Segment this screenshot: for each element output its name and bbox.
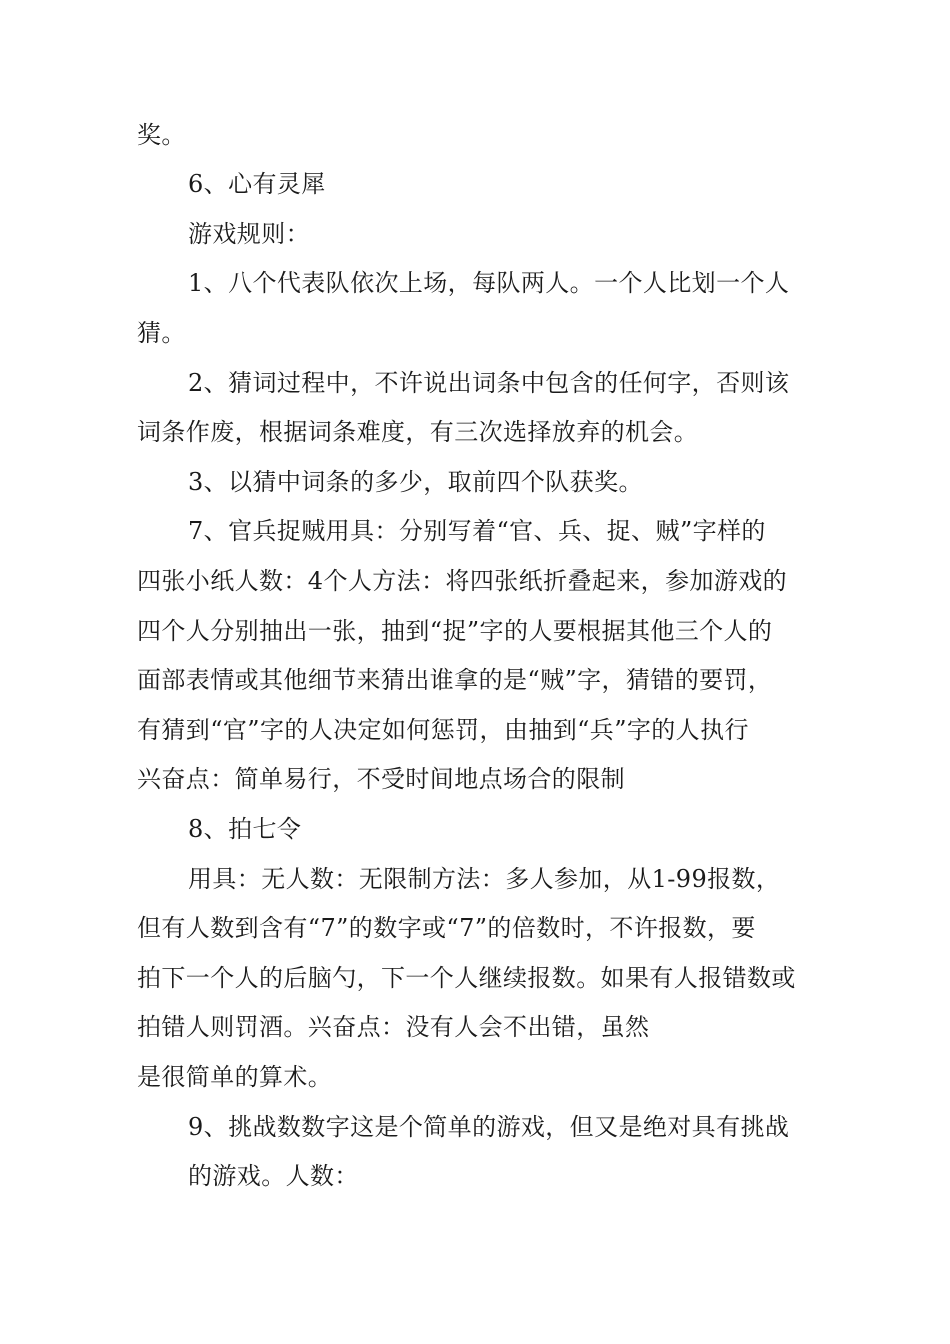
text-line: 9、挑战数数字这是个简单的游戏，但又是绝对具有挑战 xyxy=(188,1113,790,1141)
section-heading: 8、拍七令 xyxy=(188,815,302,843)
text-line: 猜。 xyxy=(137,319,186,347)
text-line: 面部表情或其他细节来猜出谁拿的是“贼”字，猜错的要罚， xyxy=(137,666,773,694)
text-line: 四张小纸人数：4个人方法：将四张纸折叠起来，参加游戏的 xyxy=(137,567,788,595)
text-line: 3、以猜中词条的多少，取前四个队获奖。 xyxy=(188,468,643,496)
text-line: 游戏规则： xyxy=(188,220,310,248)
text-line: 四个人分别抽出一张，抽到“捉”字的人要根据其他三个人的 xyxy=(137,617,773,645)
text-line: 拍下一个人的后脑勺，下一个人继续报数。如果有人报错数或 xyxy=(137,964,796,992)
section-heading: 6、心有灵犀 xyxy=(188,170,326,198)
text-line: 2、猜词过程中，不许说出词条中包含的任何字，否则该 xyxy=(188,369,790,397)
text-line: 奖。 xyxy=(137,121,186,149)
text-line: 7、官兵捉贼用具：分别写着“官、兵、捉、贼”字样的 xyxy=(188,517,766,545)
text-line: 但有人数到含有“7”的数字或“7”的倍数时，不许报数，要 xyxy=(137,914,756,942)
text-line: 词条作废，根据词条难度，有三次选择放弃的机会。 xyxy=(137,418,699,446)
text-line: 有猜到“官”字的人决定如何惩罚，由抽到“兵”字的人执行 xyxy=(137,716,749,744)
text-line: 的游戏。人数： xyxy=(188,1162,359,1190)
text-line: 是很简单的算术。 xyxy=(137,1063,333,1091)
text-line: 1、八个代表队依次上场，每队两人。一个人比划一个人 xyxy=(188,269,790,297)
text-line: 兴奋点：简单易行，不受时间地点场合的限制 xyxy=(137,765,625,793)
text-line: 拍错人则罚酒。兴奋点：没有人会不出错，虽然 xyxy=(137,1013,650,1041)
text-line: 用具：无人数：无限制方法：多人参加，从1-99报数， xyxy=(188,865,781,893)
